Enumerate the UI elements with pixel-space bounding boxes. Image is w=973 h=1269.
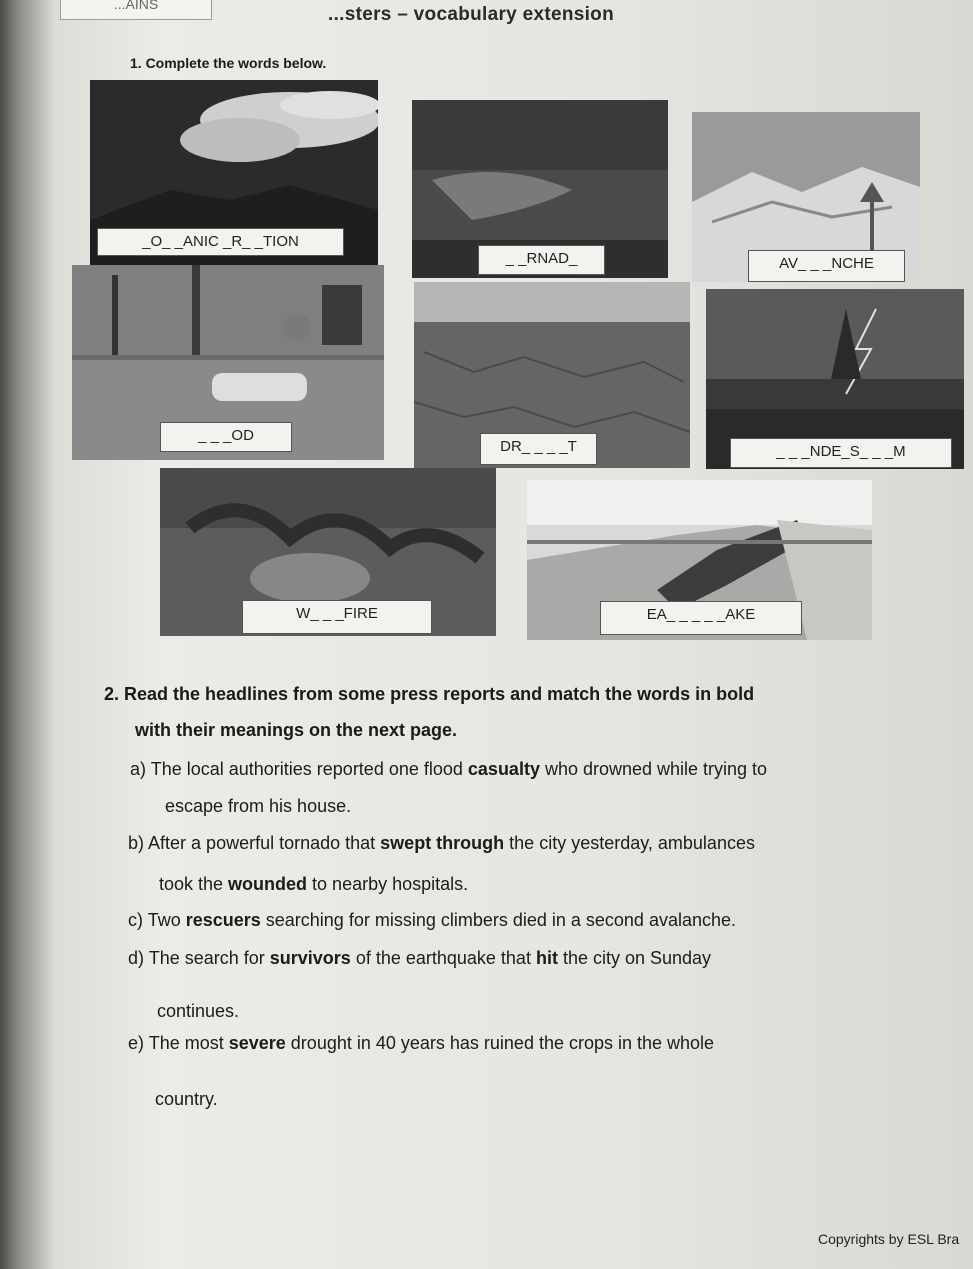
sentence-c [128, 910, 736, 931]
sentence-d-text-mid: of the earthquake that [350, 948, 536, 968]
sentence-b-line2-text: took the [159, 874, 229, 894]
word-tornado: _ _RNAD_ [478, 245, 605, 275]
sentence-a-letter: a) [130, 759, 147, 779]
sentence-e-letter: e) [128, 1033, 145, 1053]
sentence-b-text-end: the city yesterday, ambulances [504, 833, 755, 853]
word-flood: _ _ _OD [160, 422, 292, 452]
sentence-b-letter: b) [128, 833, 145, 853]
sentence-b-text: After a powerful tornado that [148, 833, 381, 853]
worksheet-title: ...sters – vocabulary extension [328, 4, 614, 25]
word-earthquake: EA_ _ _ _ _AKE [600, 601, 802, 635]
bold-swept-through: swept through [380, 833, 505, 853]
sentence-d-text-end: the city on Sunday [557, 948, 712, 968]
sentence-a [130, 759, 767, 780]
word-thunderstorm: _ _ _NDE_S_ _ _M [730, 438, 952, 468]
sentence-e [128, 1033, 714, 1054]
bold-severe: severe [228, 1033, 286, 1053]
bold-rescuers: rescuers [185, 910, 261, 930]
sentence-a-text: The local authorities reported one flood [150, 759, 468, 779]
bold-wounded: wounded [228, 874, 308, 894]
exercise2-instruction-line1: 2. Read the headlines from some press reports and match the words in bold [104, 684, 755, 704]
sentence-c-text-end: searching for missing climbers died in a second avalanche. [260, 910, 737, 930]
word-avalanche: AV_ _ _NCHE [748, 250, 905, 282]
sentence-e-text-end: drought in 40 years has ruined the crops in the whole [285, 1033, 715, 1053]
bold-survivors: survivors [269, 948, 351, 968]
sentence-d [128, 948, 711, 969]
sentence-d-text: The search for [148, 948, 270, 968]
bold-hit: hit [535, 948, 558, 968]
sentence-b-line2 [159, 874, 468, 895]
sentence-c-text: Two [147, 910, 186, 930]
sentence-b [128, 833, 755, 854]
sentence-e-text: The most [148, 1033, 229, 1053]
exercise1-instruction: 1. Complete the words below. [130, 55, 327, 71]
section-tab-label: ...AINS [60, 0, 212, 20]
word-volcanic-eruption: _O_ _ANIC _R_ _TION [97, 228, 344, 256]
sentence-b-line2-end: to nearby hospitals. [307, 874, 469, 894]
exercise2-instruction-line2: with their meanings on the next page. [135, 720, 458, 740]
bold-casualty: casualty [467, 759, 540, 779]
sentence-d-letter: d) [128, 948, 145, 968]
word-wildfire: W_ _ _FIRE [242, 600, 432, 634]
sentence-d-line2: continues. [157, 1001, 240, 1021]
copyright-notice: Copyrights by ESL Bra [818, 1231, 960, 1247]
sentence-a-line2: escape from his house. [165, 796, 352, 816]
sentence-e-line2: country. [155, 1089, 218, 1109]
sentence-c-letter: c) [128, 910, 143, 930]
sentence-a-text-end: who drowned while trying to [539, 759, 768, 779]
word-drought: DR_ _ _ _T [480, 433, 597, 465]
